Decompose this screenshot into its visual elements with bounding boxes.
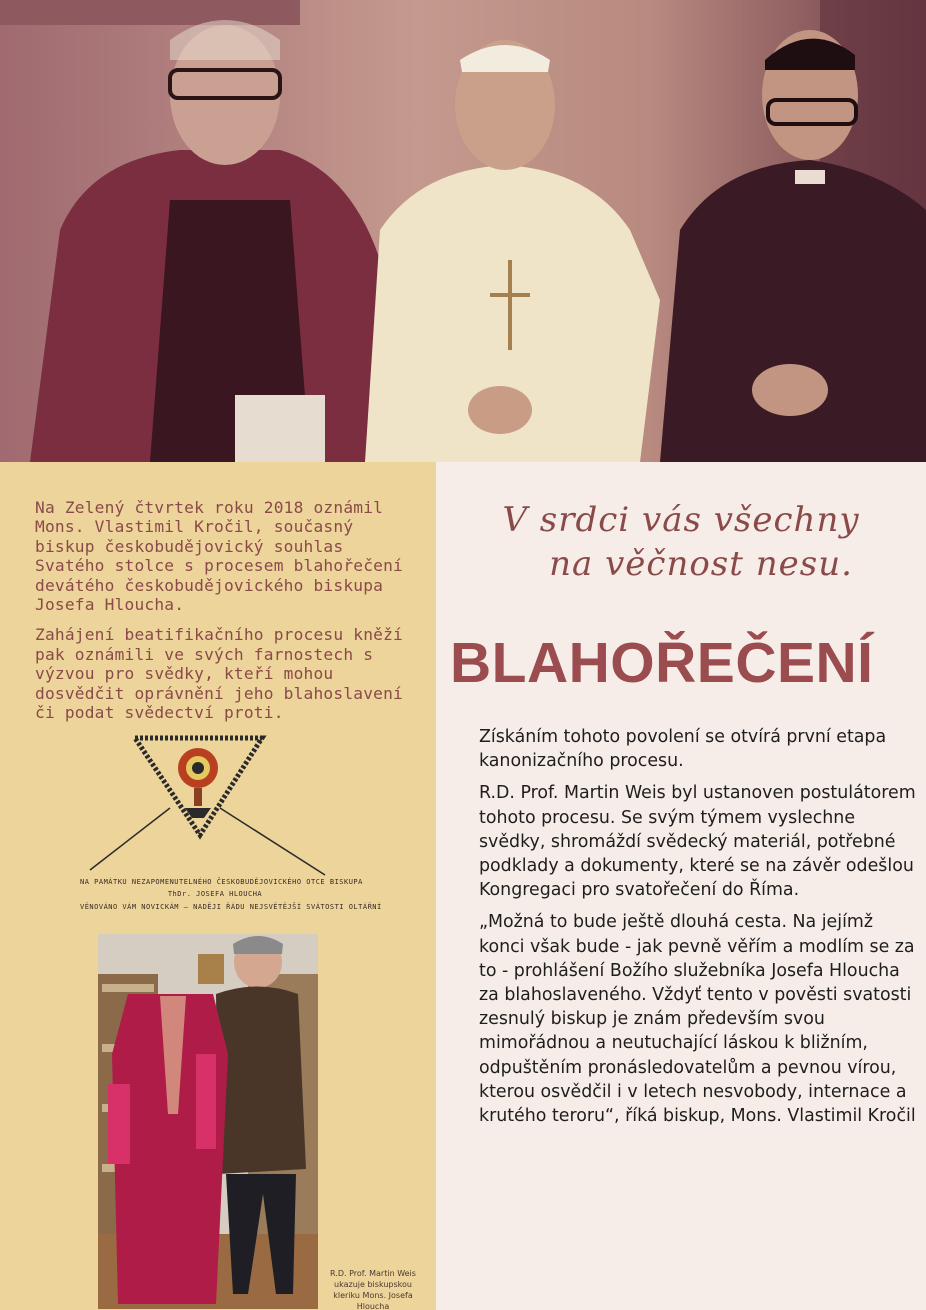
intro-paragraph-2: Zahájení beatifikačního procesu kněží pak oznámili ve svých farnostech s výzvou pro svědky, kteří mohou dosvědčit oprávnění jeho blahoslavení či podat svědectví proti. (35, 625, 403, 723)
photo-caption: R.D. Prof. Martin Weis ukazuje biskupskou kleriku Mons. Josefa Hloucha (330, 1269, 416, 1310)
main-paragraph-3: „Možná to bude ještě dlouhá cesta. Na jejímž konci však bude - jak pevně věřím a modlím se za to - prohlášení Božího služebníka Josefa Hloucha za blahoslaveného. Vždyť tento v pověsti svatosti zesnulý biskup je znám především svou mimořádnou a neutuchající láskou k bližním, odpuštěním pronásledovatelům a pevnou vírou, kterou osvědčil i v letech nesvobody, internace a krutého teroru“, říká biskup, Mons. Vlastimil Kročil (479, 912, 916, 1127)
intro-paragraph-1: Na Zelený čtvrtek roku 2018 oznámil Mons. Vlastimil Kročil, současný biskup českobudějovický souhlas Svatého stolce s procesem blahořečení devátého českobudějovického biskupa Josefa Hloucha. (35, 498, 403, 615)
main-text (479, 725, 919, 1136)
right-panel (436, 462, 926, 1310)
monstrance-triangle-icon (80, 730, 340, 880)
emblem-dedication-line-2: ThDr. JOSEFA HLOUCHA (167, 890, 263, 898)
intro-text (35, 498, 420, 733)
left-panel (0, 462, 436, 1310)
historic-photo-three-clergymen (0, 0, 926, 462)
motto-line-2: na věčnost nesu. (549, 544, 853, 584)
photo-priest-holding-red-cassock (98, 934, 318, 1309)
main-paragraph-1: Získáním tohoto povolení se otvírá první etapa kanonizačního procesu. (479, 727, 887, 772)
motto-quote (436, 498, 926, 586)
weis-showing-cassock-photo (98, 934, 318, 1309)
page-title: BLAHOŘEČENÍ (450, 631, 874, 695)
emblem-dedication-line-1: NA PAMÁTKU NEZAPOMENUTELNÉHO ČESKOBUDĚJOVICKÉHO OTCE BISKUPA (80, 878, 363, 886)
commemorative-emblem (80, 730, 382, 920)
emblem-dedication-line-3: VĚNOVÁNO VÁM NOVICKÁM – NADĚJI ŘÁDU NEJSVĚTĚJŠÍ SVÁTOSTI OLTÁŘNÍ (80, 903, 382, 911)
main-paragraph-2: R.D. Prof. Martin Weis byl ustanoven postulátorem tohoto procesu. Se svým týmem vyslechne svědky, shromáždí svědecký materiál, potřebné podklady a dokumenty, které se na závěr odešlou Kongregaci pro svatořečení do Říma. (479, 783, 916, 901)
motto-line-1: V srdci vás všechny (502, 500, 860, 540)
top-photo (0, 0, 926, 462)
